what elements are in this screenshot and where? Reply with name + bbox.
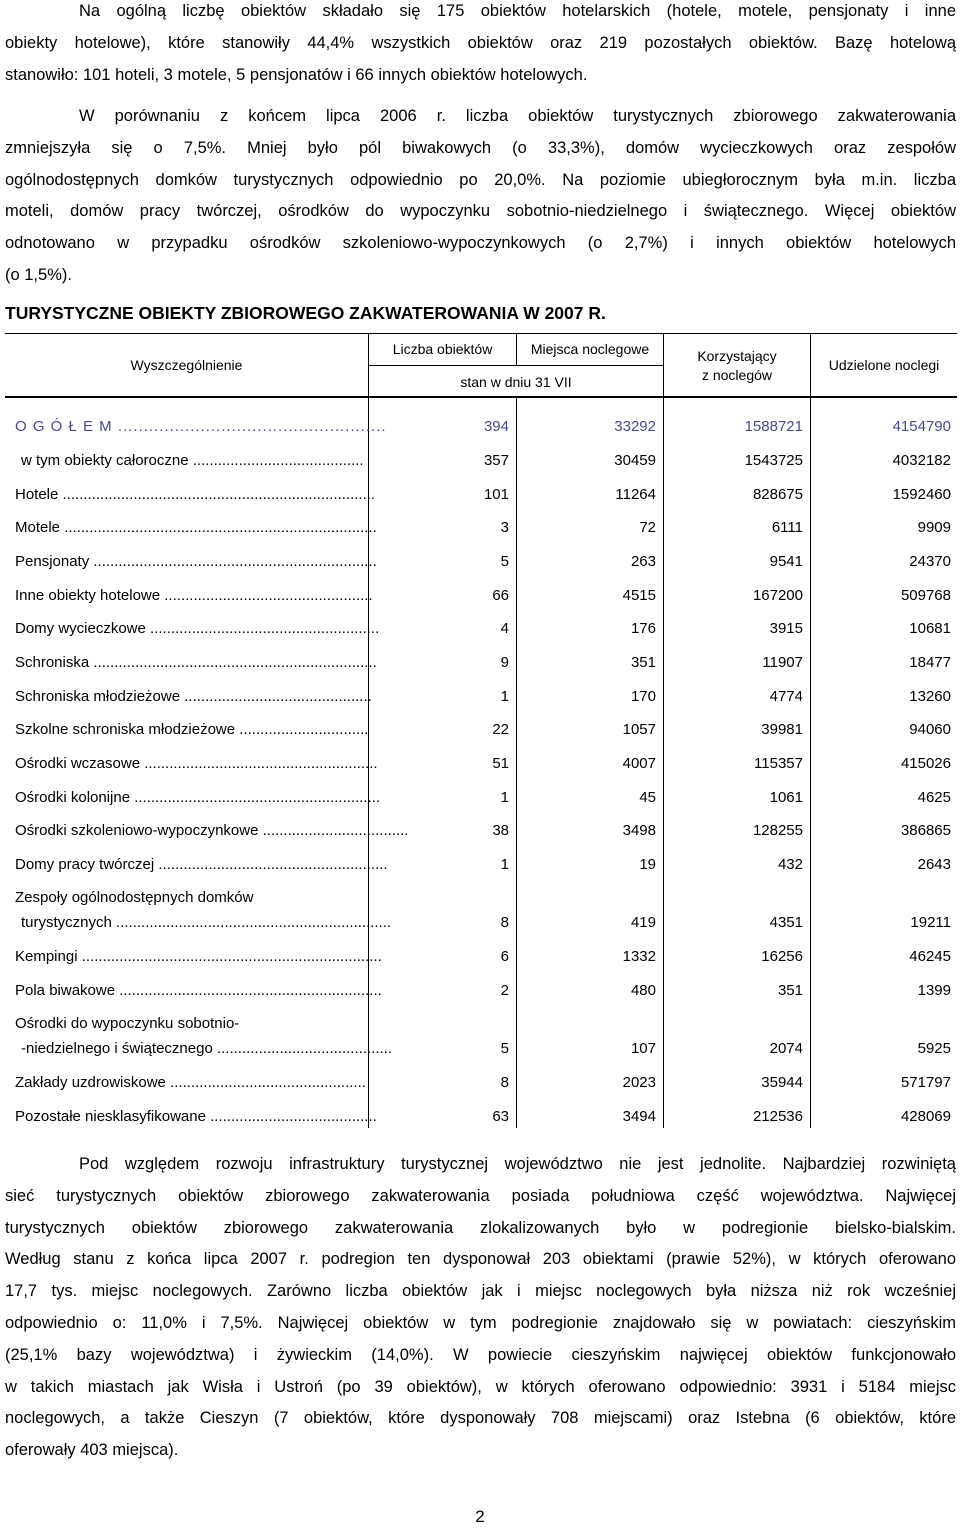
cell-liczba-obiektow: 3 (500, 519, 509, 536)
row-label: Ośrodki kolonijne ........................................................... (15, 789, 381, 806)
cell-korzystajacy: 212536 (752, 1108, 803, 1125)
cell-miejsca-noclegowe: 107 (630, 1040, 656, 1057)
cell-udzielone-noclegi: 10681 (909, 620, 951, 637)
table-row (5, 889, 957, 949)
cell-korzystajacy: 1588721 (744, 418, 803, 435)
table-row (5, 519, 957, 549)
cell-udzielone-noclegi: 24370 (909, 553, 951, 570)
row-label: Zakłady uzdrowiskowe ............................................... (15, 1074, 366, 1091)
cell-korzystajacy: 432 (777, 856, 803, 873)
text-line: obiekty hotelowe), które stanowiły 44,4% wszystkich obiektów oraz 219 pozostałych obiektów. Bazę hotelową (5, 33, 956, 52)
row-label: Pozostałe niesklasyfikowane ........................................ (15, 1108, 377, 1125)
text-line: Pod względem rozwoju infrastruktury turystycznej województwo nie jest jednolite. Najbardziej rozwiniętą (79, 1155, 956, 1173)
table-row (5, 948, 957, 978)
cell-korzystajacy: 115357 (754, 755, 803, 772)
cell-udzielone-noclegi: 571797 (900, 1074, 951, 1091)
cell-korzystajacy: 1061 (769, 789, 803, 806)
text-line: odpowiednio o: 11,0% i 7,5%. Najwięcej obiektów w tym podregionie znajdowało się w powiatach: cieszyńskim (5, 1313, 956, 1332)
table-row (5, 486, 957, 516)
text-line: w takich miastach jak Wisła i Ustroń (po 39 obiektów), w których oferowano odpowiednio: 3931 i 5184 miejsc (5, 1377, 956, 1396)
cell-korzystajacy: 1543725 (744, 452, 803, 469)
cell-liczba-obiektow: 1 (500, 856, 509, 873)
cell-liczba-obiektow: 5 (500, 1040, 509, 1057)
row-label: Schroniska .................................................................... (15, 654, 377, 671)
cell-miejsca-noclegowe: 11264 (615, 486, 656, 503)
cell-liczba-obiektow: 5 (500, 553, 509, 570)
cell-liczba-obiektow: 6 (500, 948, 509, 965)
row-label: Domy wycieczkowe ....................................................... (15, 620, 380, 637)
cell-miejsca-noclegowe: 170 (630, 688, 656, 705)
intro-paragraph (5, 0, 956, 91)
cell-miejsca-noclegowe: 3494 (622, 1108, 656, 1125)
cell-liczba-obiektow: 357 (483, 452, 509, 469)
cell-korzystajacy: 3915 (769, 620, 803, 637)
cell-udzielone-noclegi: 1592460 (892, 486, 951, 503)
header-korzystajacy (664, 347, 810, 385)
text-line: stanowiło: 101 hoteli, 3 motele, 5 pensjonatów i 66 innych obiektów hotelowych. (5, 65, 588, 84)
cell-miejsca-noclegowe: 419 (630, 914, 656, 931)
row-label: Pola biwakowe ............................................................... (15, 982, 382, 999)
cell-korzystajacy: 828675 (752, 486, 803, 503)
cell-liczba-obiektow: 4 (500, 620, 509, 637)
cell-miejsca-noclegowe: 33292 (614, 418, 656, 435)
cell-udzielone-noclegi: 428069 (900, 1108, 951, 1125)
cell-liczba-obiektow: 101 (483, 486, 509, 503)
cell-liczba-obiektow: 2 (500, 982, 509, 999)
cell-liczba-obiektow: 8 (500, 914, 509, 931)
cell-miejsca-noclegowe: 3498 (622, 822, 656, 839)
cell-miejsca-noclegowe: 4515 (622, 587, 656, 604)
cell-liczba-obiektow: 66 (492, 587, 509, 604)
row-label: Szkolne schroniska młodzieżowe ............................... (15, 721, 369, 738)
cell-udzielone-noclegi: 19211 (910, 914, 951, 931)
text-line: sieć turystycznych obiektów zbiorowego zakwaterowania posiada południowa część województwa. Najwięcej (5, 1186, 956, 1205)
row-label: Schroniska młodzieżowe ............................................. (15, 688, 372, 705)
table-row (5, 1074, 957, 1104)
cell-udzielone-noclegi: 46245 (909, 948, 951, 965)
cell-udzielone-noclegi: 2643 (917, 856, 951, 873)
cell-miejsca-noclegowe: 19 (639, 856, 656, 873)
cell-miejsca-noclegowe: 263 (630, 553, 656, 570)
cell-miejsca-noclegowe: 30459 (614, 452, 656, 469)
table-row (5, 982, 957, 1012)
comparison-paragraph (5, 101, 956, 292)
cell-korzystajacy: 9541 (769, 553, 803, 570)
cell-korzystajacy: 4774 (769, 688, 803, 705)
cell-udzielone-noclegi: 415026 (900, 755, 951, 772)
table-row (5, 688, 957, 718)
cell-liczba-obiektow: 22 (492, 721, 509, 738)
cell-udzielone-noclegi: 4625 (917, 789, 951, 806)
table-row (5, 452, 957, 482)
table-row (5, 822, 957, 852)
table-row (5, 856, 957, 886)
table-row (5, 654, 957, 684)
cell-korzystajacy: 128255 (752, 822, 803, 839)
cell-miejsca-noclegowe: 480 (630, 982, 656, 999)
table-row (5, 1108, 957, 1138)
cell-miejsca-noclegowe: 1332 (622, 948, 656, 965)
table-row (5, 1015, 957, 1075)
header-liczba-obiektow: Liczba obiektów (392, 341, 493, 357)
page-number: 2 (475, 1507, 485, 1526)
row-label-continued: -niedzielnego i świątecznego .......................................... (21, 1040, 392, 1057)
text-line: odnotowano w przypadku ośrodków szkoleniowo-wypoczynkowych (o 2,7%) i innych obiektów hotelowych (5, 234, 956, 253)
table-row (5, 418, 957, 448)
table-row (5, 553, 957, 583)
text-line: moteli, domów pracy twórczej, ośrodków do wypoczynku sobotnio-niedzielnego i świątecznego. Więcej obiektów (5, 202, 956, 221)
cell-korzystajacy: 2074 (769, 1040, 803, 1057)
cell-liczba-obiektow: 8 (500, 1074, 509, 1091)
text-line: oferowały 403 miejsca). (5, 1441, 179, 1460)
cell-udzielone-noclegi: 94060 (909, 721, 951, 738)
cell-liczba-obiektow: 9 (500, 654, 509, 671)
table-row (5, 721, 957, 751)
table-row (5, 789, 957, 819)
cell-udzielone-noclegi: 5925 (917, 1040, 951, 1057)
cell-korzystajacy: 351 (777, 982, 803, 999)
row-label: Hotele ........................................................................... (15, 486, 376, 503)
table-top-rule (5, 333, 957, 334)
row-label: Inne obiekty hotelowe .................................................. (15, 587, 373, 604)
text-line: Na ogólną liczbę obiektów składało się 175 obiektów hotelarskich (hotele, motele, pensjonaty i inne (79, 2, 956, 20)
table-row (5, 620, 957, 650)
row-label: Kempingi ........................................................................ (15, 948, 382, 965)
header-stan-w-dniu: stan w dniu 31 VII (460, 374, 572, 390)
text-line: turystycznych obiektów zbiorowego zakwaterowania zlokalizowanych było w podregionie bielsko-bialskim. (5, 1218, 956, 1237)
cell-korzystajacy: 16256 (761, 948, 803, 965)
table-heading: TURYSTYCZNE OBIEKTY ZBIOROWEGO ZAKWATEROWANIA W 2007 R. (5, 303, 606, 323)
cell-miejsca-noclegowe: 1057 (622, 721, 656, 738)
table-header-bottom-rule (5, 396, 957, 398)
cell-udzielone-noclegi: 4032182 (892, 452, 951, 469)
text-line: zmniejszyła się o 7,5%. Mniej było pól biwakowych (o 33,3%), domów wycieczkowych oraz zespołów (5, 138, 956, 157)
cell-miejsca-noclegowe: 351 (630, 654, 656, 671)
cell-korzystajacy: 167200 (752, 587, 803, 604)
row-label: Domy pracy twórczej ....................................................... (15, 856, 388, 873)
text-line: (25,1% bazy województwa) i żywieckim (14,0%). W powiecie cieszyńskim najwięcej obiektów funkcjonowało (5, 1345, 956, 1364)
cell-udzielone-noclegi: 386865 (900, 822, 951, 839)
header-miejsca-noclegowe: Miejsca noclegowe (530, 341, 650, 357)
row-label: w tym obiekty całoroczne ......................................... (21, 452, 364, 469)
header-wyszczegolnienie: Wyszczególnienie (130, 357, 243, 373)
cell-udzielone-noclegi: 1399 (917, 982, 951, 999)
cell-liczba-obiektow: 63 (492, 1108, 509, 1125)
header-korzystajacy-line1: Korzystający (697, 348, 777, 364)
cell-korzystajacy: 35944 (761, 1074, 803, 1091)
row-label: Motele ........................................................................... (15, 519, 377, 536)
row-label: Zespoły ogólnodostępnych domków (15, 889, 254, 906)
text-line: noclegowych, a także Cieszyn (7 obiektów, które dysponowały 708 miejscami) oraz Istebna (6 obiektów, które (5, 1409, 956, 1428)
development-paragraph (5, 1149, 956, 1467)
cell-udzielone-noclegi: 509768 (900, 587, 951, 604)
row-label: Ośrodki szkoleniowo-wypoczynkowe ................................... (15, 822, 409, 839)
cell-korzystajacy: 6111 (771, 519, 803, 536)
text-line: 17,7 tys. miejsc noclegowych. Zarówno liczba obiektów jak i miejsc noclegowych była niższa niż rok wcześniej (5, 1282, 956, 1301)
cell-liczba-obiektow: 51 (492, 755, 509, 772)
cell-korzystajacy: 4351 (769, 914, 803, 931)
row-label: Ośrodki wczasowe ........................................................ (15, 755, 378, 772)
cell-liczba-obiektow: 1 (500, 688, 509, 705)
cell-udzielone-noclegi: 13260 (909, 688, 951, 705)
row-label: Pensjonaty .................................................................... (15, 553, 377, 570)
header-korzystajacy-line2: z noclegów (701, 367, 773, 383)
cell-korzystajacy: 39981 (761, 721, 803, 738)
row-label: O G Ó Ł E M .................................................... (15, 418, 387, 435)
cell-miejsca-noclegowe: 4007 (622, 755, 656, 772)
cell-miejsca-noclegowe: 176 (630, 620, 656, 637)
text-line: W porównaniu z końcem lipca 2006 r. liczba obiektów turystycznych zbiorowego zakwaterowania (79, 107, 956, 125)
cell-liczba-obiektow: 394 (483, 418, 509, 435)
text-line: Według stanu z końca lipca 2007 r. podregion ten dysponował 203 obiektami (prawie 52%), w których oferowano (5, 1250, 956, 1269)
cell-udzielone-noclegi: 9909 (917, 519, 951, 536)
cell-udzielone-noclegi: 4154790 (892, 418, 951, 435)
text-line: (o 1,5%). (5, 265, 72, 284)
row-label-continued: turystycznych .................................................................. (21, 914, 392, 931)
cell-udzielone-noclegi: 18477 (909, 654, 951, 671)
cell-miejsca-noclegowe: 2023 (622, 1074, 656, 1091)
cell-miejsca-noclegowe: 45 (639, 789, 656, 806)
row-label: Ośrodki do wypoczynku sobotnio- (15, 1015, 240, 1032)
cell-liczba-obiektow: 38 (492, 822, 509, 839)
table-row (5, 755, 957, 785)
table-row (5, 587, 957, 617)
cell-liczba-obiektow: 1 (500, 789, 509, 806)
header-udzielone-noclegi: Udzielone noclegi (828, 357, 940, 373)
text-line: ogólnodostępnych domków turystycznych odpowiednio po 20,0%. Na poziomie ubiegłorocznym była m.in. liczba (5, 170, 956, 189)
cell-miejsca-noclegowe: 72 (639, 519, 656, 536)
cell-korzystajacy: 11907 (762, 654, 803, 671)
